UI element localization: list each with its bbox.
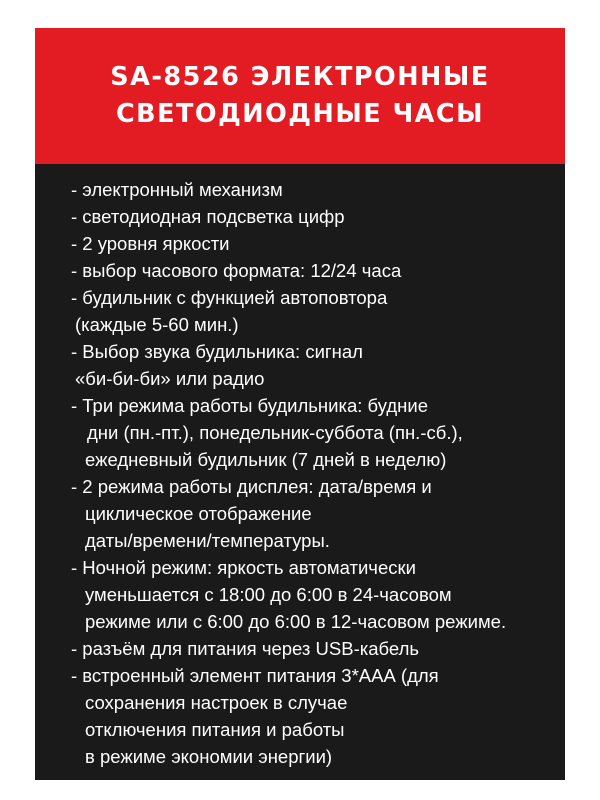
- feature-snooze-alarm-cont-1: (каждые 5-60 мин.): [75, 314, 239, 335]
- feature-brightness-levels: - 2 уровня яркости: [71, 233, 230, 254]
- feature-night-mode-cont-2: режиме или с 6:00 до 6:00 в 12-часовом режиме.: [85, 611, 507, 632]
- feature-electronic-mechanism: - электронный механизм: [71, 179, 283, 200]
- feature-backup-battery-cont-1: сохранения настроек в случае: [85, 692, 348, 713]
- feature-backup-battery-cont-2: отключения питания и работы: [85, 719, 345, 740]
- feature-display-modes-cont-2: даты/времени/температуры.: [85, 530, 330, 551]
- feature-time-format: - выбор часового формата: 12/24 часа: [71, 260, 402, 281]
- feature-display-modes: - 2 режима работы дисплея: дата/время и: [71, 476, 432, 497]
- feature-led-backlight: - светодиодная подсветка цифр: [71, 206, 345, 227]
- feature-night-mode-cont-1: уменьшается с 18:00 до 6:00 в 24-часовом: [85, 584, 452, 605]
- title-banner: [35, 28, 565, 164]
- feature-snooze-alarm: - будильник с функцией автоповтора: [71, 287, 388, 308]
- feature-backup-battery-cont-3: в режиме экономии энергии): [85, 746, 333, 767]
- feature-night-mode: - Ночной режим: яркость автоматически: [71, 557, 416, 578]
- feature-display-modes-cont-1: циклическое отображение: [85, 503, 312, 524]
- feature-alarm-sound: - Выбор звука будильника: сигнал: [71, 341, 363, 362]
- feature-alarm-modes: - Три режима работы будильника: будние: [71, 395, 428, 416]
- product-title-line-2: СВЕТОДИОДНЫЕ ЧАСЫ: [115, 99, 485, 129]
- feature-usb-power: - разъём для питания через USB-кабель: [71, 638, 420, 659]
- feature-alarm-modes-cont-1: дни (пн.-пт.), понедельник-суббота (пн.-сб.),: [87, 422, 463, 443]
- feature-backup-battery: - встроенный элемент питания 3*ААА (для: [71, 665, 439, 686]
- feature-list: [71, 176, 551, 770]
- feature-alarm-sound-cont-1: «би-би-би» или радио: [75, 368, 265, 389]
- product-card: [35, 28, 565, 780]
- product-title-line-1: SA-8526 ЭЛЕКТРОННЫЕ: [110, 62, 490, 92]
- feature-alarm-modes-cont-2: ежедневный будильник (7 дней в неделю): [85, 449, 447, 470]
